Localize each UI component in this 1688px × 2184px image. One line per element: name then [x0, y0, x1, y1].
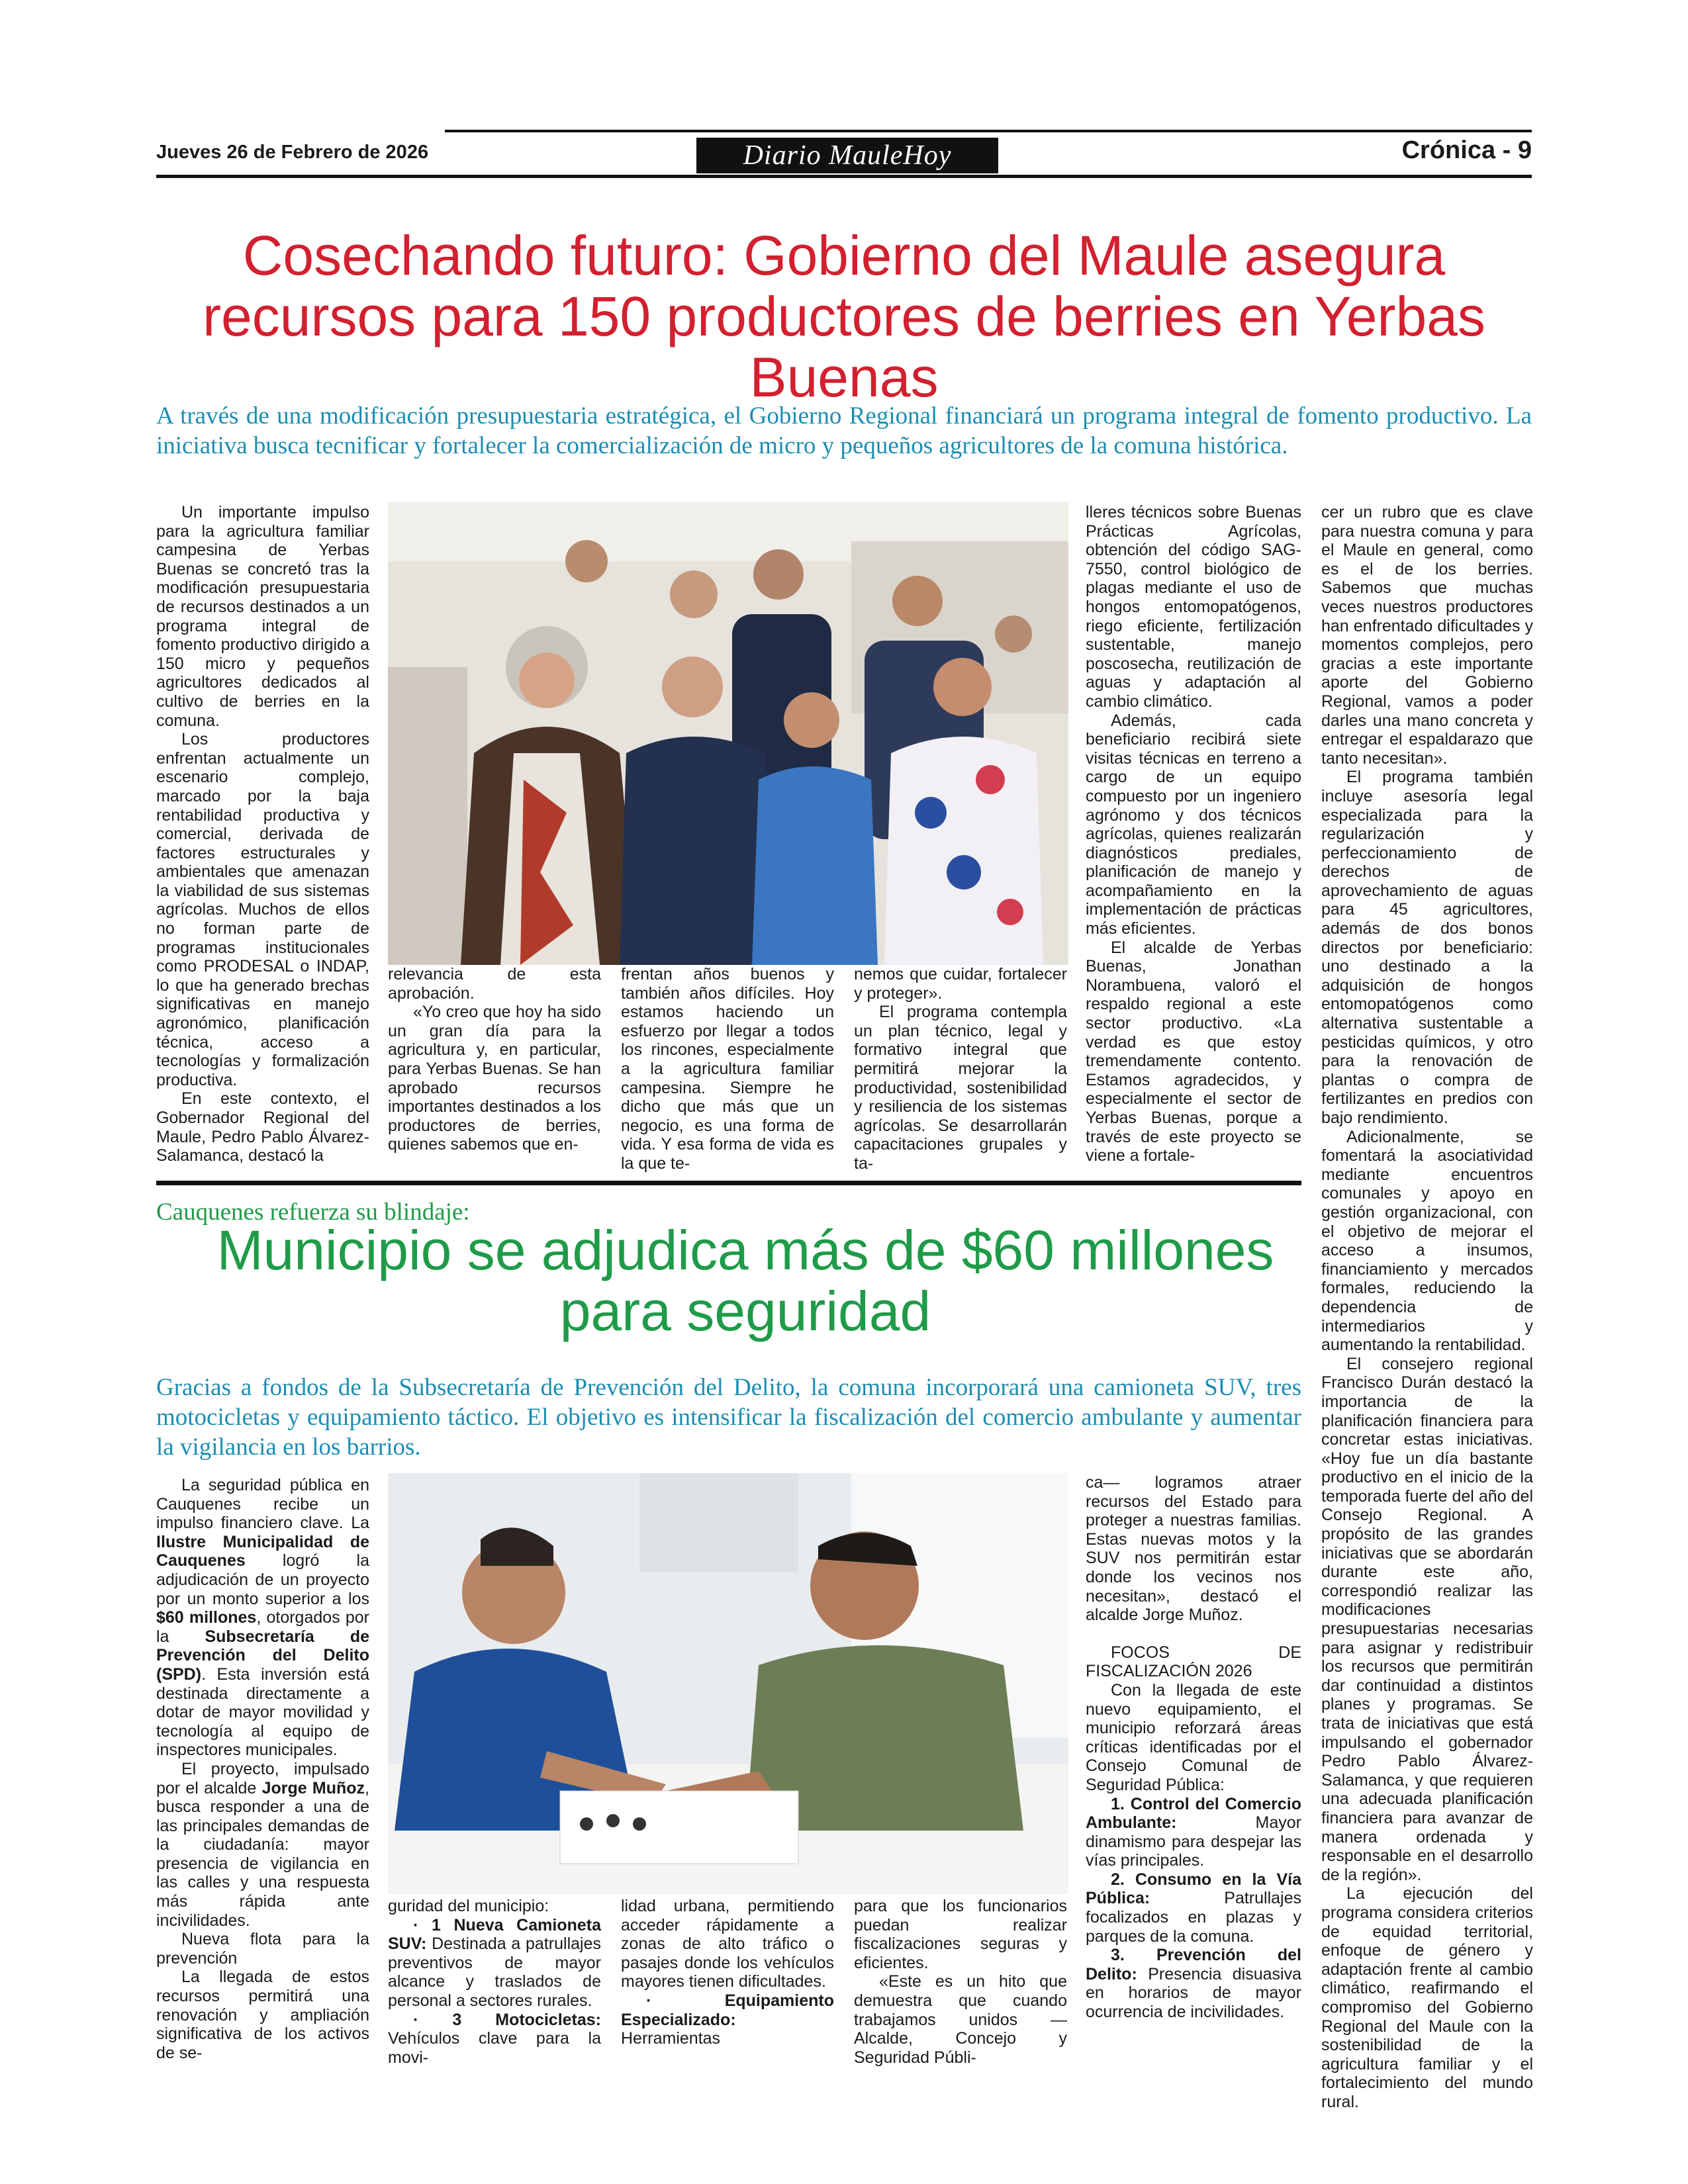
list-item: · Equipamiento Especializado: Herramientas	[621, 1991, 834, 2048]
article2-kicker: Cauquenes refuerza su blindaje:	[156, 1199, 470, 1226]
issue-date: Jueves 26 de Febrero de 2026	[156, 142, 429, 163]
article2-column-1	[156, 1476, 369, 2062]
article1-column-2	[388, 965, 601, 1154]
masthead-logo: Diario MauleHoy	[696, 138, 998, 173]
article1-headline: Cosechando futuro: Gobierno del Maule asegura recursos para 150 productores de berries en Yerbas Buenas	[203, 224, 1485, 408]
paragraph: El programa también incluye asesoría legal especializada para la regularización y perfeccionamiento de derechos de aprovechamiento de aguas para 45 agricultores, además de dos bonos directos por beneficiario: uno destinado a la adquisición de hongos entomopatógenos como alternativa sustentable a pesticidas químicos, y otro para la renovación de plantas o compra de fertilizantes en predios con bajo rendimiento.	[1321, 768, 1533, 1127]
paragraph: cer un rubro que es clave para nuestra comuna y para el Maule en general, como es el de los berries. Sabemos que muchas veces nuestros productores han enfrentado dificultades y momentos complejos, pero gracias a este importante aporte del Gobierno Regional, vamos a poder darles una mano concreta y entregar el espaldarazo que tanto necesitan».	[1321, 503, 1533, 768]
article2-photo	[388, 1473, 1068, 1894]
list-item: 2. Consumo en la Vía Pública: Patrullajes focalizados en plazas y parques de la comuna.	[1086, 1870, 1301, 1946]
section-page-label: Crónica - 9	[1401, 136, 1532, 164]
paragraph: guridad del municipio:	[388, 1897, 549, 1915]
article1-column-5	[1321, 503, 1533, 2111]
header-bottom-rule	[156, 175, 1532, 178]
article-separator-rule	[156, 1181, 1301, 1185]
paragraph: «Yo creo que hoy ha sido un gran día para la agricultura y, en particular, para Yerbas Buenas. Se han aprobado recursos importantes destinados a los productores de berries, quienes sabemos que en-	[388, 1003, 601, 1154]
article2-column-4a	[854, 1897, 1067, 2067]
paragraph: lleres técnicos sobre Buenas Prácticas Agrícolas, obtención del código SAG-7550, control biológico de plagas mediante el uso de hongos entomopatógenos, riego eficiente, fertilización sustentable, manejo poscosecha, reutilización de aguas y adaptación al cambio climático.	[1086, 503, 1301, 711]
article1-column-3	[621, 965, 834, 1173]
subheading: FOCOS DE FISCALIZACIÓN 2026	[1086, 1643, 1301, 1681]
paragraph: En este contexto, el Gobernador Regional del Maule, Pedro Pablo Álvarez-Salamanca, destacó la	[156, 1089, 369, 1165]
list-item: 3. Prevención del Delito: Presencia disuasiva en horarios de mayor ocurrencia de incivilidades.	[1086, 1946, 1301, 2022]
paragraph: para que los funcionarios puedan realizar fiscalizaciones seguras y eficientes.	[854, 1897, 1067, 1972]
article1-group-photo	[388, 502, 1068, 965]
list-item: · 3 Motocicletas: Vehículos clave para la movi-	[388, 2010, 601, 2067]
paragraph: Los productores enfrentan actualmente un escenario complejo, marcado por la baja rentabilidad productiva y comercial, derivada de factores estructurales y ambientales que amenazan la viabilidad de sus sistemas agrícolas. Muchos de ellos no forman parte de programas institucionales como PRODESAL o INDAP, lo que ha generado brechas significativas en manejo agronómico, planificación técnica, acceso a tecnologías y formalización productiva.	[156, 730, 369, 1089]
list-item: 1. Control del Comercio Ambulante: Mayor dinamismo para despejar las vías principales.	[1086, 1794, 1301, 1870]
paragraph: frentan años buenos y también años difíciles. Hoy estamos haciendo un esfuerzo por llegar a todos los rincones, especialmente a la agricultura familiar campesina. Siempre he dicho que más que un negocio, es una forma de vida. Y esa forma de vida es la que te-	[621, 965, 834, 1173]
article2-column-2	[388, 1897, 601, 2067]
subheading: Nueva flota para la prevención	[156, 1930, 369, 1968]
paragraph: El consejero regional Francisco Durán destacó la importancia de la planificación financiera para concretar estas iniciativas. «Hoy fue un día bastante productivo en el inicio de la temporada fuerte del año del Consejo Regional. A propósito de las grandes iniciativas que se abordarán durante este año, correspondió realizar las modificaciones presupuestarias necesarias para asignar y redistribuir los recursos que permitirán dar continuidad a distintos planes y programas. Se trata de iniciativas que está impulsando el gobernador Pedro Pablo Álvarez-Salamanca, y que requieren una adecuada planificación financiera para avanzar de manera ordenada y responsable en el desarrollo de la región».	[1321, 1354, 1533, 1884]
article1-deck: A través de una modificación presupuestaria estratégica, el Gobierno Regional financiará un programa integral de fomento productivo. La iniciativa busca tecnificar y fortalecer la comercialización de micro y pequeños agricultores de la comuna histórica.	[156, 402, 1532, 459]
article1-column-4b	[1086, 503, 1301, 1165]
article2-headline: Municipio se adjudica más de $60 millones para seguridad	[216, 1219, 1274, 1342]
paragraph: La seguridad pública en Cauquenes recibe un impulso financiero clave. La Ilustre Municipalidad de Cauquenes logró la adjudicación de un proyecto por un monto superior a los $60 millones, otorgados por la Subsecretaría de Prevención del Delito (SPD). Esta inversión está destinada directamente a dotar de mayor movilidad y tecnología al equipo de inspectores municipales.	[156, 1476, 369, 1760]
article1-column-1	[156, 503, 369, 1165]
article2-deck: Gracias a fondos de la Subsecretaría de Prevención del Delito, la comuna incorporará una camioneta SUV, tres motocicletas y equipamiento táctico. El objetivo es intensificar la fiscalización del comercio ambulante y aumentar la vigilancia en los barrios.	[156, 1374, 1301, 1461]
paragraph: El programa contempla un plan técnico, legal y formativo integral que permitirá mejorar la productividad, sostenibilidad y resiliencia de los sistemas agrícolas. Se desarrollarán capacitaciones grupales y ta-	[854, 1003, 1067, 1173]
article2-column-4b	[1086, 1473, 1301, 2022]
paragraph: La llegada de estos recursos permitirá una renovación y ampliación significativa de los activos de se-	[156, 1968, 369, 2062]
paragraph: La ejecución del programa considera criterios de equidad territorial, enfoque de género y adaptación frente al cambio climático, reafirmando el compromiso del Gobierno Regional del Maule con la sostenibilidad de la agricultura familiar y el fortalecimiento del mundo rural.	[1321, 1884, 1533, 2111]
paragraph: nemos que cuidar, fortalecer y proteger».	[854, 965, 1067, 1003]
article2-column-3	[621, 1897, 834, 2048]
paragraph: El proyecto, impulsado por el alcalde Jorge Muñoz, busca responder a una de las principales demandas de la ciudadanía: mayor presencia de vigilancia en las calles y una respuesta más rápida ante incivilidades.	[156, 1759, 369, 1930]
paragraph: lidad urbana, permitiendo acceder rápidamente a zonas de alto tráfico o pasajes donde los vehículos mayores tienen dificultades.	[621, 1897, 834, 1991]
paragraph: Adicionalmente, se fomentará la asociatividad mediante encuentros comunales y apoyo en gestión organizacional, con el objetivo de mejorar el acceso a insumos, financiamiento y mercados formales, reduciendo la dependencia de intermediarios y aumentando la rentabilidad.	[1321, 1127, 1533, 1355]
paragraph: «Este es un hito que demuestra que cuando trabajamos unidos —Alcalde, Concejo y Seguridad Públi-	[854, 1972, 1067, 2067]
paragraph: ca— logramos atraer recursos del Estado para proteger a nuestras familias. Estas nuevas motos y la SUV nos permitirán estar donde los vecinos nos necesitan», destacó el alcalde Jorge Muñoz.	[1086, 1473, 1301, 1625]
paragraph: Además, cada beneficiario recibirá siete visitas técnicas en terreno a cargo de un equipo compuesto por un ingeniero agrónomo y dos técnicos agrícolas, quienes realizarán diagnósticos prediales, planificación de manejo y acompañamiento en la implementación de prácticas más eficientes.	[1086, 711, 1301, 938]
paragraph: Con la llegada de este nuevo equipamiento, el municipio reforzará áreas críticas identificadas por el Consejo Comunal de Seguridad Pública:	[1086, 1680, 1301, 1794]
paragraph: Un importante impulso para la agricultura familiar campesina de Yerbas Buenas se concretó tras la modificación presupuestaria de recursos destinados a un programa integral de fomento productivo dirigido a 150 micro y pequeños agricultores dedicados al cultivo de berries en la comuna.	[156, 503, 369, 730]
header-top-rule	[445, 130, 1532, 132]
list-item: · 1 Nueva Camioneta SUV: Destinada a patrullajes preventivos de mayor alcance y traslados de personal a sectores rurales.	[388, 1915, 601, 2010]
paragraph: relevancia de esta aprobación.	[388, 965, 601, 1003]
article1-column-4a	[854, 965, 1067, 1173]
paragraph: El alcalde de Yerbas Buenas, Jonathan Norambuena, valoró el respaldo regional a este sector productivo. «La verdad es que estoy tremendamente contento. Estamos agradecidos, y especialmente el sector de Yerbas Buenas, porque a través de este proyecto se viene a fortale-	[1086, 938, 1301, 1165]
